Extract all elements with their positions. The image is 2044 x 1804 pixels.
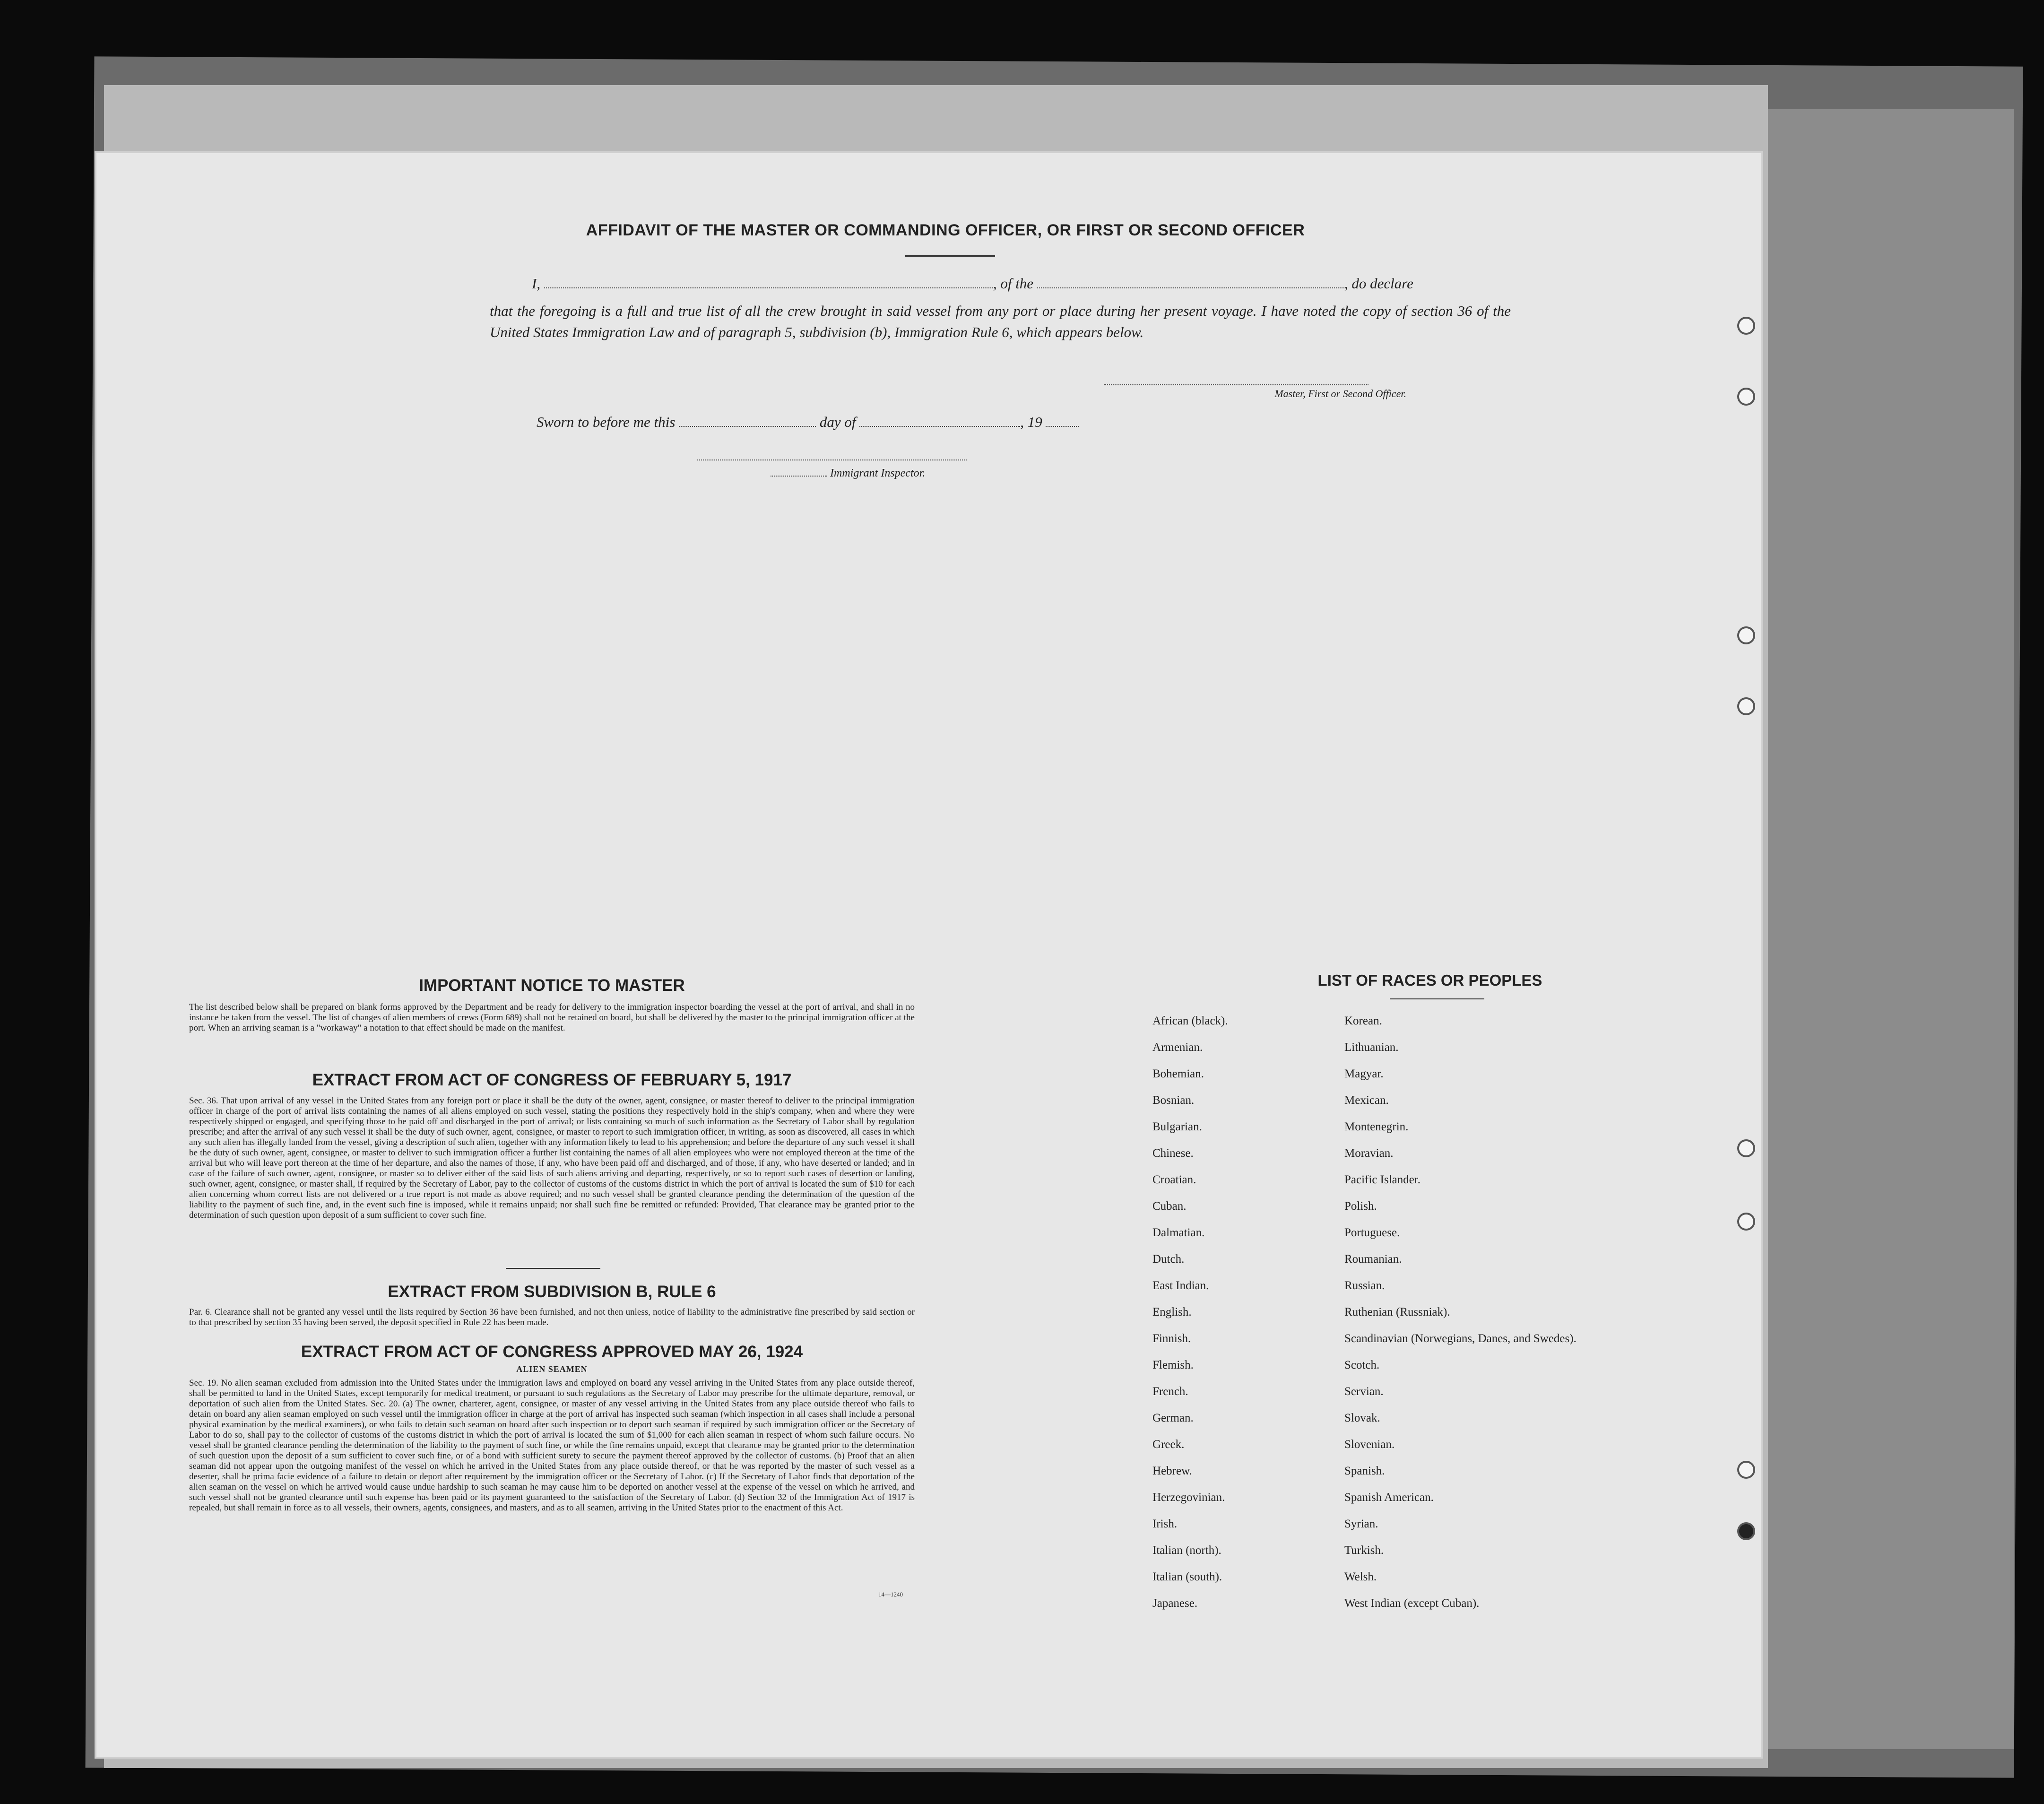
vessel-blank[interactable] [1037,277,1344,288]
extract-1917-title: EXTRACT FROM ACT OF CONGRESS OF FEBRUARY 5, 1917 [312,1071,792,1089]
subdivision-title: EXTRACT FROM SUBDIVISION B, RULE 6 [388,1283,716,1301]
race-item: Korean. [1344,1015,1382,1027]
race-item: Servian. [1344,1385,1384,1398]
title-rule [905,255,995,257]
of-the-text: , of the [993,275,1034,292]
race-item: Armenian. [1152,1041,1203,1054]
race-item: Spanish American. [1344,1491,1434,1504]
inspector-label-text: Immigrant Inspector. [830,467,926,479]
race-item: Moravian. [1344,1147,1394,1160]
name-blank[interactable] [544,277,993,288]
extract-1924-text: Sec. 19. No alien seaman excluded from admission into the United States under the immigration laws and employed on board any vessel arriving in the United States from any place outside thereof, shall be permitted to land in the United States, except temporarily for medical treatment, or pursuant to such regulations as the Secretary of Labor may prescribe for the ultimate departure, removal, or deportation of such alien from the United States. Sec. 20. (a) The owner, charterer, agent, consignee, or master of any vessel arriving in the United States from any place outside thereof who fails to detain on board any alien seaman employed on such vessel until the immigration officer in charge at the port of arrival has inspected such seaman (which inspection in all cases shall include a personal physical examination by the medical examiners), or who fails to detain such seaman on board after such inspection or to deport such seaman if required by such immigration officer or the Secretary of Labor to do so, shall pay to the collector of customs of the customs district in which the port of arrival is located the sum of $1,000 for each alien seaman in respect of whom such failure occurs. No vessel shall be granted clearance pending the determination of the liability to the payment of such fine, or while the fine remains unpaid, except that clearance may be granted prior to the determination of such question upon the deposit of a sum sufficient to cover such fine, or of a bond with sufficient surety to secure the payment thereof approved by the collector of customs. (b) Proof that an alien seaman did not appear upon the outgoing manifest of the vessel on which he arrived in the United States from any place outside thereof, or that he was reported by the master of such vessel as a deserter, shall be prima facie evidence of a failure to detain or deport after requirement by the immigration officer or the Secretary of Labor. (c) If the Secretary of Labor finds that deportation of the alien seaman on the vessel on which he arrived would cause undue hardship to such seaman he may cause him to be deported on another vessel at the expense of the vessel on which he arrived, and such vessel shall not be granted clearance until such expense has been paid or its payment guaranteed to the satisfaction of the Secretary of Labor. (d) Section 32 of the Immigration Act of 1917 is repealed, but shall remain in force as to all vessels, their owners, agents, consignees, and masters, and as to all seamen, arriving in the United States prior to the enactment of this Act. [189,1378,915,1513]
race-item: Japanese. [1152,1597,1198,1610]
races-rule [1390,998,1484,999]
punch-hole [1737,317,1755,335]
race-item: Dutch. [1152,1253,1185,1266]
race-item: Flemish. [1152,1359,1194,1371]
sworn-day-blank[interactable] [679,416,816,427]
form-number: 14—1240 [878,1591,903,1598]
declare-text: , do declare [1344,275,1413,292]
notice-text: The list described below shall be prepared on blank forms approved by the Department and be ready for delivery to the immigration inspector boarding the vessel at the port of arrival, and shall in no instance be taken from the vessel. The list of changes of alien members of crews (Form 689) shall not be retained on board, but shall be delivered by the master to the principal immigration officer at the port. When an arriving seaman is a "workaway" a notation to that effect should be made on the manifest. [189,1002,915,1033]
race-item: Scandinavian (Norwegians, Danes, and Swedes). [1344,1332,1576,1345]
extract-1924-title: EXTRACT FROM ACT OF CONGRESS APPROVED MAY 26, 1924 [301,1343,803,1361]
race-item: English. [1152,1306,1192,1318]
race-item: East Indian. [1152,1279,1209,1292]
race-item: Roumanian. [1344,1253,1402,1266]
section-rule [506,1268,600,1269]
pronoun-i: I, [532,275,541,292]
alien-seamen-subtitle: ALIEN SEAMEN [516,1364,588,1374]
affidavit-title: AFFIDAVIT OF THE MASTER OR COMMANDING OFFICER, OR FIRST OR SECOND OFFICER [586,221,1305,239]
race-item: Bosnian. [1152,1094,1195,1107]
inspector-label [771,467,1016,480]
race-item: German. [1152,1412,1194,1424]
race-item: Dalmatian. [1152,1226,1205,1239]
punch-hole [1737,1461,1755,1479]
sworn-year-blank[interactable] [1046,416,1079,427]
sworn-text: Sworn to before me this [537,414,676,430]
sworn-month-blank[interactable] [859,416,1020,427]
punch-hole [1737,1139,1755,1157]
day-of-text: day of [819,414,856,430]
race-item: West Indian (except Cuban). [1344,1597,1480,1610]
punch-hole [1737,1522,1755,1540]
race-item: Croatian. [1152,1173,1196,1186]
year-prefix: , 19 [1020,414,1042,430]
affidavit-body: that the foregoing is a full and true list of all the crew brought in said vessel from any port or place during her present voyage. I have noted the copy of section 36 of the United States Immigration Law and of paragraph 5, subdivision (b), Immigration Rule 6, which appears below. [490,303,1511,340]
race-item: Scotch. [1344,1359,1380,1371]
punch-hole [1737,697,1755,715]
signature-label: Master, First or Second Officer. [1274,388,1406,399]
race-item: Italian (south). [1152,1570,1222,1583]
race-item: Slovak. [1344,1412,1380,1424]
form-page [95,151,1763,1759]
punch-hole [1737,1213,1755,1231]
race-item: African (black). [1152,1015,1228,1027]
sworn-line [537,414,1246,431]
race-item: Welsh. [1344,1570,1377,1583]
races-title: LIST OF RACES OR PEOPLES [1317,971,1542,989]
extract-1917-text: Sec. 36. That upon arrival of any vessel in the United States from any foreign port or place it shall be the duty of the owner, agent, consignee, or master thereof to deliver to the principal immigration officer in charge of the port of arrival lists containing the names of all aliens employed on such vessel, stating the positions they respectively hold in the ship's company, when and where they were respectively shipped or engaged, and specifying those to be paid off and discharged in the port of arrival; or lists containing so much of such information as the Secretary of Labor shall by regulation prescribe; and after the arrival of any such vessel it shall be the duty of such owner, agent, consignee, or master to report to such immigration officer, in writing, as soon as discovered, all cases in which any such alien has illegally landed from the vessel, giving a description of such alien, together with any information likely to lead to his apprehension; and before the departure of any such vessel it shall be the duty of such owner, agent, consignee, or master to deliver to such immigration officer a further list containing the names of all alien employees who were not employed thereon at the time of the arrival but who will leave port thereon at the time of her departure, and also the names of those, if any, who have been paid off and discharged, and of those, if any, who have deserted or landed; and in case of the failure of such owner, agent, consignee, or master so to deliver either of the said lists of such aliens arriving and departing, respectively, or so to report such cases of desertion or landing, such owner, agent, consignee, or master shall, if required by the Secretary of Labor, pay to the collector of customs of the customs district in which the port of arrival is located the sum of $10 for each alien concerning whom correct lists are not delivered or a true report is not made as above required; and no such vessel shall be granted clearance pending the determination of the question of the liability to the payment of such fine, and, in the event such fine is imposed, while it remains unpaid; nor shall such fine be remitted or refunded: Provided, That clearance may be granted prior to the determination of such question upon deposit of a sum sufficient to cover such fine. [189,1096,915,1220]
notice-title: IMPORTANT NOTICE TO MASTER [419,976,685,995]
race-item: Lithuanian. [1344,1041,1399,1054]
race-item: Bulgarian. [1152,1120,1202,1133]
race-item: Greek. [1152,1438,1185,1451]
race-item: Bohemian. [1152,1067,1204,1080]
punch-hole [1737,626,1755,644]
race-item: Slovenian. [1344,1438,1395,1451]
race-item: Magyar. [1344,1067,1384,1080]
races-column-1 [1152,1015,1332,1623]
race-item: Portuguese. [1344,1226,1400,1239]
signature-blank[interactable] [1104,384,1368,385]
race-item: Cuban. [1152,1200,1187,1213]
race-item: Italian (north). [1152,1544,1221,1557]
races-column-2 [1344,1015,1590,1623]
punch-hole [1737,388,1755,406]
subdivision-text: Par. 6. Clearance shall not be granted any vessel until the lists required by Section 36 have been furnished, and not then unless, notice of liability to the administrative fine prescribed by said section or to that prescribed by section 35 having been served, the deposit specified in Rule 22 has been made. [189,1307,915,1327]
race-item: French. [1152,1385,1188,1398]
race-item: Polish. [1344,1200,1377,1213]
affidavit-line1 [485,275,1515,292]
race-item: Spanish. [1344,1465,1385,1477]
race-item: Ruthenian (Russniak). [1344,1306,1450,1318]
race-item: Irish. [1152,1518,1178,1530]
race-item: Finnish. [1152,1332,1191,1345]
race-item: Montenegrin. [1344,1120,1409,1133]
race-item: Pacific Islander. [1344,1173,1421,1186]
race-item: Herzegovinian. [1152,1491,1225,1504]
race-item: Hebrew. [1152,1465,1192,1477]
inspector-leader [771,470,827,477]
race-item: Turkish. [1344,1544,1384,1557]
race-item: Russian. [1344,1279,1385,1292]
race-item: Chinese. [1152,1147,1194,1160]
race-item: Mexican. [1344,1094,1389,1107]
race-item: Syrian. [1344,1518,1378,1530]
